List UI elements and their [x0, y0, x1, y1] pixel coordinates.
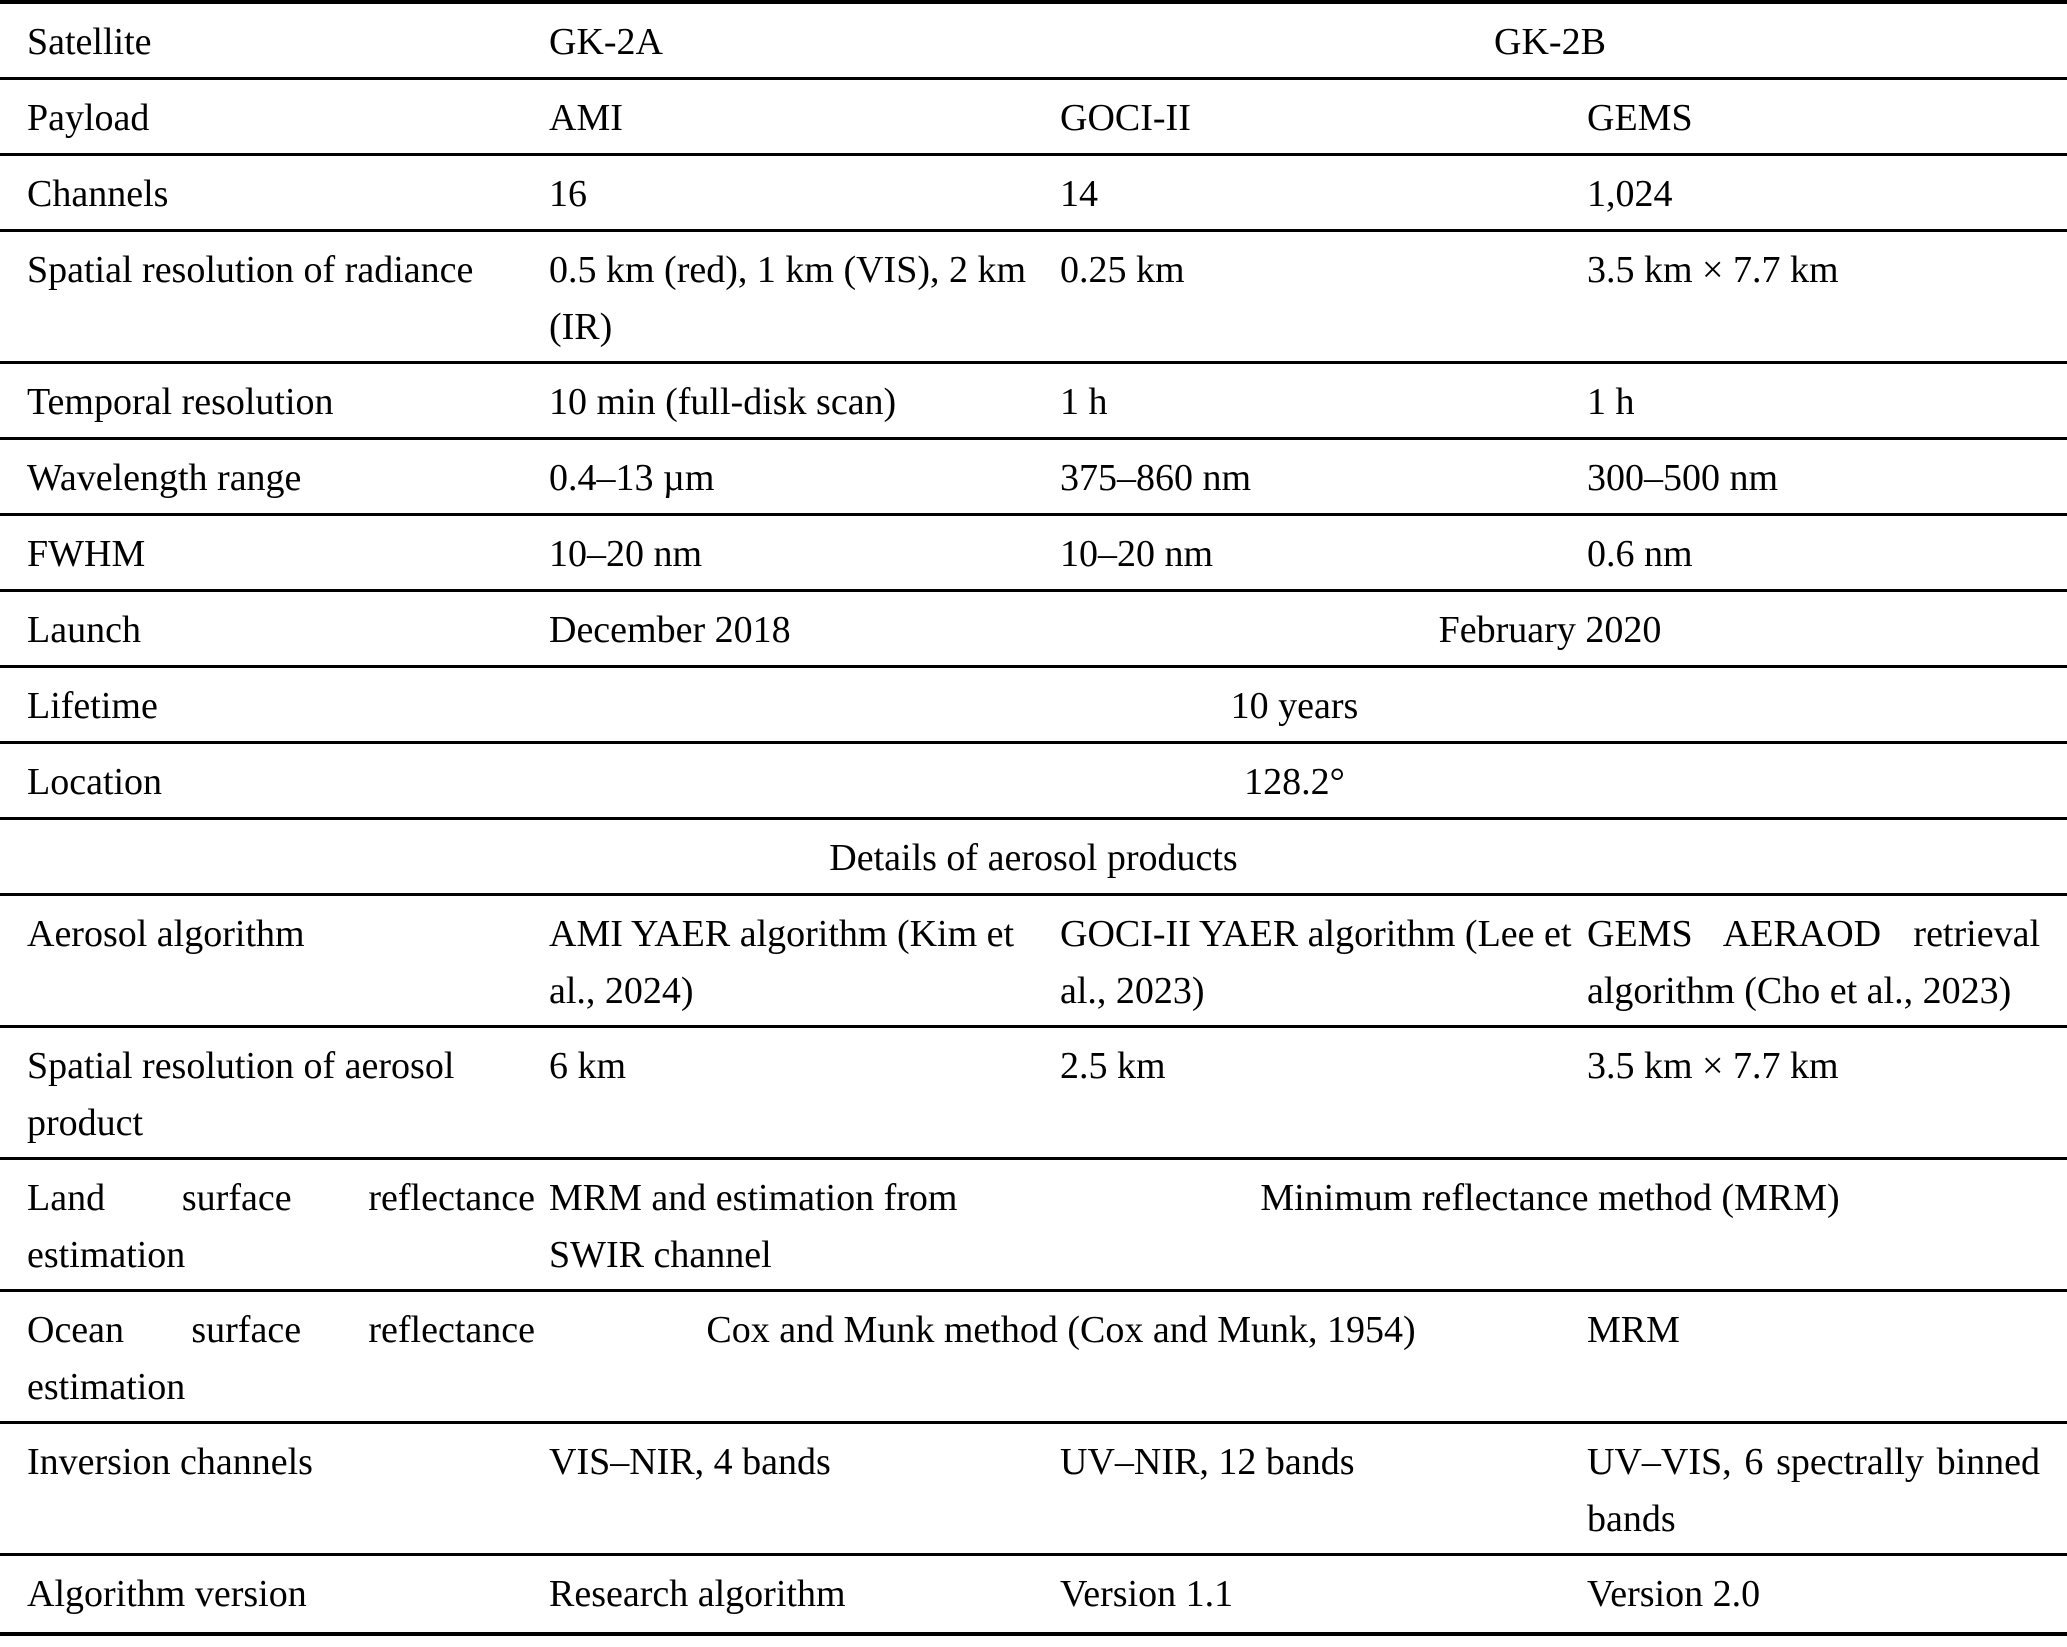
table-row: [0, 80, 2067, 156]
row-label: FWHM: [27, 533, 146, 575]
row-label: Temporal resolution: [27, 381, 334, 423]
row-label: Inversion channels: [27, 1441, 313, 1483]
cell-inversion-gems: UV–VIS, 6 spectrally binned bands: [1587, 1441, 2040, 1540]
table-row: [0, 592, 2067, 668]
cell-oceansurf-ami-goci2: Cox and Munk method (Cox and Munk, 1954): [706, 1309, 1416, 1351]
row-label: Land surface reflectance estimation: [27, 1177, 535, 1276]
table-row: [0, 156, 2067, 232]
cell-landsurf-ami: MRM and estimation from SWIR channel: [549, 1177, 958, 1276]
table-row: [0, 1556, 2067, 1632]
row-label: Wavelength range: [27, 457, 302, 499]
cell-wavelength-goci2: 375–860 nm: [1060, 457, 1252, 499]
cell-algorithm-goci2: GOCI-II YAER algorithm (Lee et al., 2023): [1060, 913, 1572, 1012]
cell-channels-ami: 16: [549, 173, 587, 215]
cell-algorithm-ami: AMI YAER algorithm (Kim et al., 2024): [549, 913, 1015, 1012]
cell-lifetime: 10 years: [1230, 685, 1359, 727]
cell-inversion-ami: VIS–NIR, 4 bands: [549, 1441, 831, 1483]
table-row: [0, 232, 2067, 364]
table-row: [0, 440, 2067, 516]
row-label: Satellite: [27, 21, 152, 63]
row-label: Location: [27, 761, 163, 803]
cell-spatres-gems: 3.5 km × 7.7 km: [1587, 249, 1839, 291]
cell-temporal-gems: 1 h: [1587, 381, 1635, 423]
cell-launch-gk2b: February 2020: [1438, 609, 1662, 651]
cell-version-gems: Version 2.0: [1587, 1573, 1761, 1615]
table-row: [0, 1424, 2067, 1556]
cell-gems: GEMS: [1587, 97, 1693, 139]
row-label: Algorithm version: [27, 1573, 307, 1615]
row-label: Lifetime: [27, 685, 158, 727]
table-row: [0, 516, 2067, 592]
table-row: [0, 1292, 2067, 1424]
row-label: Spatial resolution of aerosol product: [27, 1045, 455, 1144]
cell-fwhm-goci2: 10–20 nm: [1060, 533, 1214, 575]
cell-version-ami: Research algorithm: [549, 1573, 846, 1615]
cell-landsurf-goci2-gems: Minimum reflectance method (MRM): [1260, 1177, 1840, 1219]
row-label: Payload: [27, 97, 150, 139]
table-row: [0, 668, 2067, 744]
cell-location: 128.2°: [1244, 761, 1345, 803]
section-header: Details of aerosol products: [829, 837, 1238, 879]
cell-fwhm-gems: 0.6 nm: [1587, 533, 1693, 575]
cell-version-goci2: Version 1.1: [1060, 1573, 1234, 1615]
cell-gk2a: GK-2A: [549, 21, 663, 63]
row-label: Ocean surface reflectance estimation: [27, 1309, 535, 1408]
cell-oceansurf-gems: MRM: [1587, 1309, 1680, 1351]
cell-aerores-goci2: 2.5 km: [1060, 1045, 1166, 1087]
cell-wavelength-ami: 0.4–13 µm: [549, 457, 715, 499]
cell-wavelength-gems: 300–500 nm: [1587, 457, 1779, 499]
cell-temporal-goci2: 1 h: [1060, 381, 1108, 423]
cell-fwhm-ami: 10–20 nm: [549, 533, 703, 575]
table-row: [0, 896, 2067, 1028]
cell-spatres-ami: 0.5 km (red), 1 km (VIS), 2 km (IR): [549, 249, 1027, 348]
table-row: [0, 1160, 2067, 1292]
cell-algorithm-gems: GEMS AERAOD retrieval algorithm (Cho et al., 2023): [1587, 913, 2040, 1012]
table-row: [0, 744, 2067, 820]
table-row: [0, 4, 2067, 80]
cell-channels-goci2: 14: [1060, 173, 1098, 215]
cell-aerores-gems: 3.5 km × 7.7 km: [1587, 1045, 1839, 1087]
row-label: Aerosol algorithm: [27, 913, 305, 955]
cell-launch-gk2a: December 2018: [549, 609, 791, 651]
cell-channels-gems: 1,024: [1587, 173, 1673, 215]
cell-inversion-goci2: UV–NIR, 12 bands: [1060, 1441, 1355, 1483]
row-label: Channels: [27, 173, 169, 215]
row-label: Launch: [27, 609, 141, 651]
cell-goci2: GOCI-II: [1060, 97, 1191, 139]
table-row: [0, 364, 2067, 440]
cell-temporal-ami: 10 min (full-disk scan): [549, 381, 897, 423]
section-header-row: [0, 820, 2067, 896]
row-label: Spatial resolution of radiance: [27, 249, 474, 291]
table-row: [0, 1028, 2067, 1160]
cell-aerores-ami: 6 km: [549, 1045, 627, 1087]
cell-ami: AMI: [549, 97, 623, 139]
cell-gk2b: GK-2B: [1494, 21, 1606, 63]
cell-spatres-goci2: 0.25 km: [1060, 249, 1185, 291]
